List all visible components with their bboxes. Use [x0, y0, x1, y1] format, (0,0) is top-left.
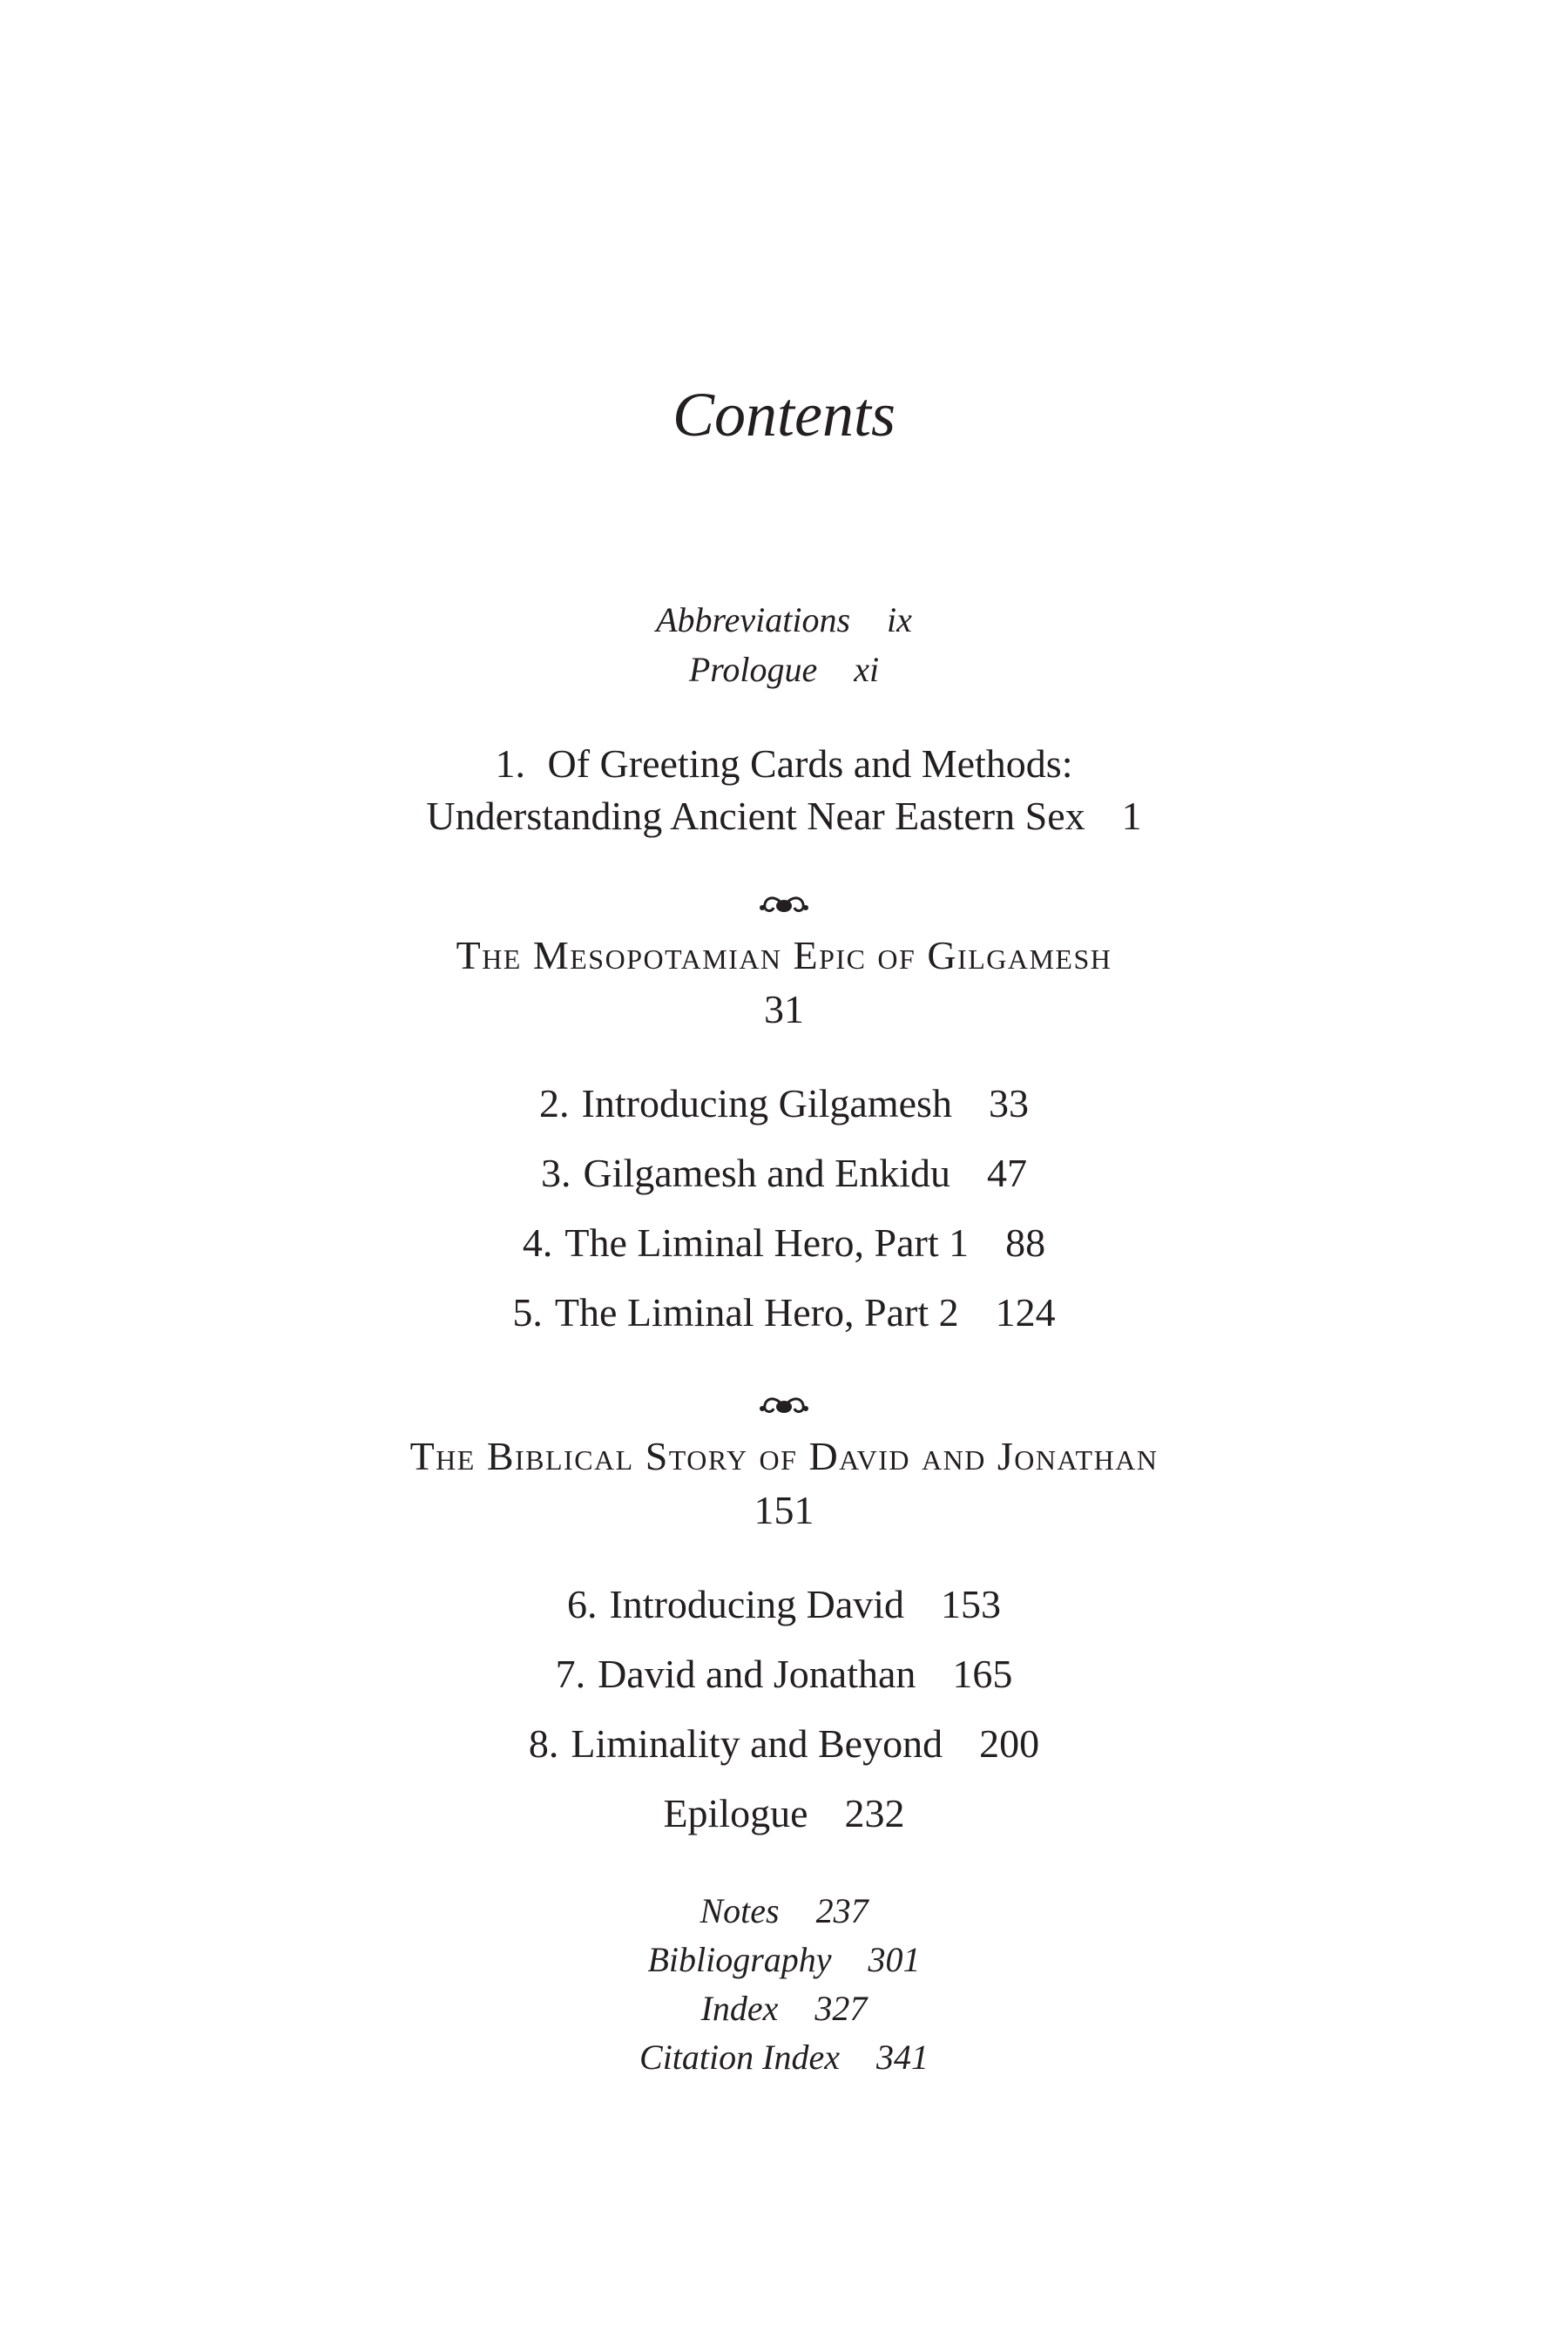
chapter-title: David and Jonathan	[598, 1652, 916, 1696]
chapter-number: 8.	[528, 1721, 559, 1766]
chapter-number: 7.	[555, 1652, 586, 1696]
part-title-david-jonathan: The Biblical Story of David and Jonathan	[409, 1434, 1159, 1478]
chapter-title: Introducing Gilgamesh	[581, 1081, 952, 1125]
toc-entry-chapter-5	[0, 1289, 1568, 1335]
chapter-page: 33	[988, 1081, 1029, 1125]
chapter-title-line-2: Understanding Ancient Near Eastern Sex	[426, 794, 1085, 838]
entry-label: Notes	[700, 1891, 780, 1930]
entry-page: 327	[814, 1989, 868, 2028]
chapter-title: The Liminal Hero, Part 1	[564, 1220, 970, 1265]
toc-entry-chapter-1-line-2	[0, 793, 1568, 839]
toc-entry-abbreviations	[0, 599, 1568, 640]
chapter-title: The Liminal Hero, Part 2	[554, 1290, 959, 1335]
toc-entry-chapter-8	[0, 1720, 1568, 1767]
toc-entry-index	[0, 1988, 1568, 2029]
toc-entry-prologue	[0, 649, 1568, 690]
entry-page: ix	[887, 600, 912, 639]
chapter-page: 47	[987, 1151, 1028, 1195]
chapter-title: Gilgamesh and Enkidu	[583, 1151, 951, 1195]
chapter-page: 153	[941, 1582, 1002, 1626]
toc-entry-chapter-6	[0, 1581, 1568, 1627]
toc-entry-notes	[0, 1890, 1568, 1931]
entry-label: Prologue	[688, 650, 818, 689]
chapter-number: 1.	[495, 741, 525, 786]
page-title: Contents	[672, 380, 896, 449]
toc-entry-chapter-4	[0, 1220, 1568, 1266]
toc-entry-bibliography	[0, 1939, 1568, 1980]
entry-label: Bibliography	[647, 1940, 832, 1979]
chapter-number: 3.	[540, 1151, 571, 1195]
chapter-number: 5.	[512, 1290, 543, 1335]
entry-label: Index	[700, 1989, 779, 2028]
chapter-title: Liminality and Beyond	[571, 1721, 943, 1766]
toc-entry-chapter-7	[0, 1651, 1568, 1697]
entry-page: 301	[868, 1940, 921, 1979]
toc-entry-chapter-1-line-1	[0, 740, 1568, 787]
toc-entry-chapter-2	[0, 1080, 1568, 1126]
entry-page: 237	[815, 1891, 868, 1930]
chapter-page: 200	[979, 1721, 1040, 1766]
toc-entry-chapter-3	[0, 1150, 1568, 1196]
chapter-number: 4.	[522, 1220, 553, 1265]
entry-label: Citation Index	[639, 2038, 840, 2077]
chapter-title: Epilogue	[663, 1791, 808, 1835]
chapter-page: 232	[844, 1791, 905, 1835]
entry-page: 341	[875, 2038, 929, 2077]
part-page-gilgamesh: 31	[764, 987, 804, 1031]
chapter-page: 1	[1121, 794, 1142, 838]
toc-entry-citation-index	[0, 2037, 1568, 2078]
chapter-page: 88	[1005, 1220, 1046, 1265]
fleuron-icon	[758, 1389, 810, 1419]
fleuron-icon	[758, 889, 810, 918]
entry-page: xi	[854, 650, 880, 689]
chapter-title-line-1: Of Greeting Cards and Methods:	[547, 741, 1073, 786]
entry-label: Abbreviations	[656, 600, 851, 639]
part-title-gilgamesh: The Mesopotamian Epic of Gilgamesh	[456, 933, 1112, 977]
toc-entry-epilogue	[0, 1790, 1568, 1836]
chapter-number: 2.	[539, 1081, 570, 1125]
chapter-title: Introducing David	[609, 1582, 905, 1626]
part-page-david-jonathan: 151	[754, 1488, 814, 1532]
chapter-number: 6.	[566, 1582, 598, 1626]
chapter-page: 165	[952, 1652, 1013, 1696]
chapter-page: 124	[995, 1290, 1056, 1335]
